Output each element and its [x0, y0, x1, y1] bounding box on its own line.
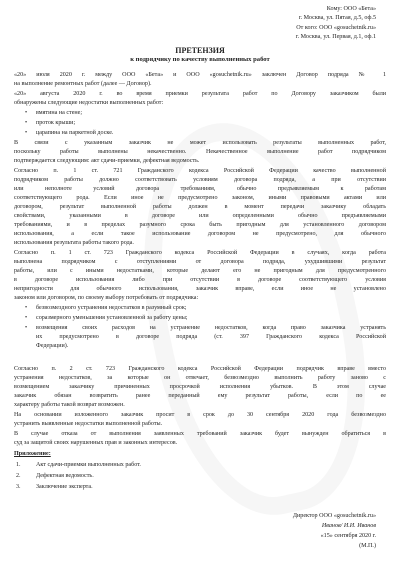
- claim-item: Федерации).: [36, 343, 69, 349]
- text-line: Согласно п. 1 ст. 721 Гражданского кодекса Российской Федерации качество выполненной: [14, 168, 386, 174]
- bullet-icon: •: [25, 315, 28, 321]
- signature-date: «15» сентября 2020 г.: [320, 533, 376, 539]
- appendix-heading: Приложение:: [14, 451, 51, 457]
- bullet-icon: •: [25, 130, 28, 136]
- text-line: возмещением заказчику причиненных просрочкой исполнения убытков. В этом случае: [14, 384, 386, 390]
- text-line: законом или договором, по своему выбору потребовать от подрядчика:: [14, 295, 199, 301]
- claim-item: безвозмездного устранения недостатков в разумный срок;: [36, 305, 187, 311]
- defect-item: проток крыши;: [36, 120, 76, 126]
- appendix-item: Акт сдачи-приемки выполненных работ.: [36, 462, 141, 468]
- text-line: суд за защитой своих нарушенных прав и законных интересов.: [14, 440, 178, 446]
- text-line: устранения недостатков, за которые он отвечает, безвозмездно выполнить работу заново с: [14, 375, 386, 381]
- text-line: соответствующего рода. Если иное не предусмотрено законом, иными правовыми актами или: [14, 195, 386, 201]
- document-title: ПРЕТЕНЗИЯ: [175, 46, 225, 55]
- text-line: использования, а если такое использование договором не предусмотрено, для обычного: [14, 231, 386, 237]
- text-line: обнаружены следующие недостатки выполненных работ:: [14, 100, 164, 106]
- text-line: поскольку работы выполнены некачественно. Некачественное выполнение работ подрядчиком: [14, 149, 386, 155]
- text-line: требованиями, и в пределах разумного срока быть пригодным для установленного договором: [14, 222, 386, 228]
- defect-item: царапина на паркетной доске.: [36, 130, 114, 136]
- sender-address: г. Москва, ул. Первая, д.1, оф.1: [295, 34, 376, 40]
- document-subtitle: к подрядчику по качеству выполненных работ: [130, 56, 270, 63]
- text-line: непригодности для обычного использования, заказчик вправе, если иное не установлено: [14, 286, 386, 292]
- recipient-address: г. Москва, ул. Пятая, д.5, оф.5: [298, 15, 376, 21]
- sender-name: От кого: ООО «gosuchetnik.ru»: [296, 25, 376, 31]
- appendix-num: 1.: [16, 462, 21, 468]
- claim-item: возмещения своих расходов на устранение недостатков, когда право заказчика устранять: [36, 325, 386, 331]
- signatory-position: Директор ООО «gosuchetnik.ru»: [292, 513, 376, 519]
- text-line: Согласно п. 2 ст. 723 Гражданского кодекса Российской Федерации подрядчик вправе вместо: [14, 366, 386, 372]
- text-line: подтверждается следующим: акт сдачи-приемки, дефектная ведомость.: [14, 158, 200, 164]
- text-line: выполнена подрядчиком с отступлениями от договора подряда, ухудшившими результат: [14, 259, 386, 265]
- text-line: договором, результат выполненной работы должен в момент передачи заказчику обладать: [14, 204, 386, 210]
- bullet-icon: •: [25, 110, 28, 116]
- text-line: использования результата работы такого рода.: [14, 240, 134, 246]
- signatory-name: Иванов/ И.И. Иванов: [321, 523, 376, 529]
- text-line: устранить выявленные недостатки выполненной работы.: [14, 421, 163, 427]
- text-line: В связи с указанным заказчик не может использовать результаты выполненных работ,: [14, 140, 386, 146]
- text-line: заказчик обязан возвратить ранее переданный ему результат работы, если по ее: [14, 393, 386, 399]
- text-line: характеру работы такой возврат возможен.: [14, 402, 125, 408]
- appendix-item: Дефектная ведомость.: [36, 473, 94, 479]
- text-line: Согласно п. 1 ст. 723 Гражданского кодекса Российской Федерации в случаях, когда работа: [14, 250, 386, 256]
- text-line: В случае отказа от выполнения заявленных требований заказчик будет вынужден обратиться в: [14, 431, 386, 437]
- bullet-icon: •: [25, 325, 28, 331]
- text-line: в договоре использования либо при отсутствии в договоре соответствующего условия: [14, 277, 386, 283]
- text-line: «20» июля 2020 г. между ООО «Бета» и ООО «gosuchetnik.ru» заключен Договор подряда № 1: [14, 72, 386, 78]
- claim-item: их предусмотрено в договоре подряда (ст. 397 Гражданского кодекса Российской: [36, 334, 386, 340]
- bullet-icon: •: [25, 305, 28, 311]
- appendix-num: 2.: [16, 473, 21, 479]
- bullet-icon: •: [25, 120, 28, 126]
- text-line: свойствами, указанными в договоре или определенными обычно предъявляемыми: [14, 213, 386, 219]
- defect-item: вмятина на стене;: [36, 110, 83, 116]
- appendix-num: 3.: [16, 484, 21, 490]
- text-line: На основании изложенного заказчик просит в срок до 30 сентября 2020 года безвозмездно: [14, 412, 386, 418]
- appendix-item: Заключение эксперта.: [36, 484, 93, 490]
- recipient-name: Кому: ООО «Бета»: [326, 6, 376, 12]
- claim-item: соразмерного уменьшения установленной за работу цены;: [36, 315, 188, 321]
- text-line: «20» августа 2020 г. во время приемки результата работ по Договору заказчиком были: [14, 91, 386, 97]
- text-line: или неполноте условий договора требованиям, обычно предъявляемым к работам: [14, 186, 386, 192]
- stamp-placeholder: (М.П.): [359, 543, 376, 549]
- text-line: работы, или с иными недостатками, которые делают его не пригодным для предусмотренного: [14, 268, 386, 274]
- text-line: подрядчиком работы должно соответствовать условиям договора подряда, а при отсутствии: [14, 177, 386, 183]
- text-line: на выполнение ремонтных работ (далее — Договор).: [14, 81, 152, 87]
